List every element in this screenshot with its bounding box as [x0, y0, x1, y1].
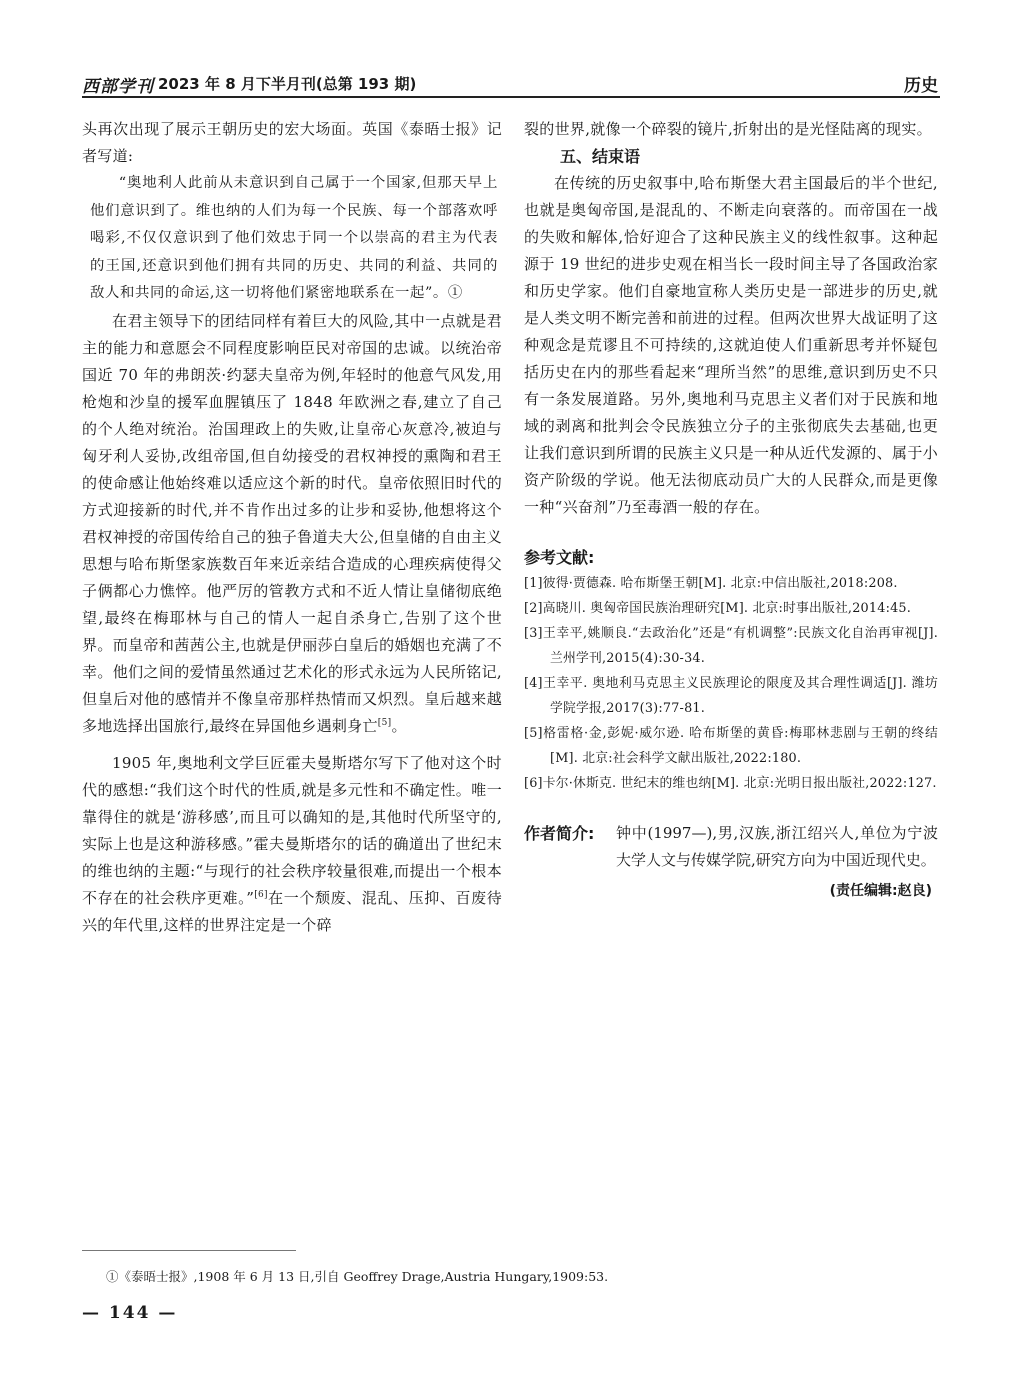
citation[interactable]: [6] [254, 889, 268, 900]
quote-text: “奥地利人此前从未意识到自己属于一个国家,但那天早上他们意识到了。维也纳的人们为每一个民族、每一个部落欢呼喝彩,不仅仅意识到了他们效忠于同一个以崇高的君主为代表的王国,还意识到他们拥有共同的历史、共同的利益、共同的敌人和共同的命运,这一切将他们紧密地联系在一起”。 [90, 175, 498, 301]
section-heading: 五、结束语 [560, 147, 641, 166]
paragraph-text: 在一个颓废、混乱、压抑、百废待兴的年代里,这样的世界注定是一个碎 [82, 888, 502, 934]
paragraph-text: 在君主领导下的团结同样有着巨大的风险,其中一点就是君主的能力和意愿会不同程度影响臣民对帝国的忠诚。以统治帝国近 70 年的弗朗茨·约瑟夫皇帝为例,年轻时的他意气风发,用枪炮和沙皇的援军血腥镇压了 1848 年欧洲之春,建立了自己的个人绝对统治。治国理政上的失败,让皇帝心灰意冷,被迫与匈牙利人妥协,改组帝国,但自幼接受的君权神授的熏陶和君王的使命感让他始终难以适应这个新的时代。皇帝依照旧时代的方式迎接新的时代,并不肯作出过多的让步和妥协,他想将这个君权神授的帝国传给自己的独子鲁道夫大公,但皇储的自由主义思想与哈布斯堡家族数百年来近亲结合造成的心理疾病使得父子俩都心力憔悴。他严厉的管教方式和不近人情让皇储彻底绝望,最终在梅耶林与自己的情人一起自杀身亡,告别了这个世界。而皇帝和茜茜公主,也就是伊丽莎白皇后的婚姻也充满了不幸。他们之间的爱情虽然通过艺术化的形式永远为人民所铭记,但皇后对他的感情并不像皇帝那样热情而又炽烈。皇后越来越多地选择出国旅行,最终在异国他乡遇刺身亡 [82, 311, 502, 735]
reference-item: [6]卡尔·休斯克. 世纪末的维也纳[M]. 北京:光明日报出版社,2022:127. [524, 776, 937, 791]
right-column [524, 116, 938, 904]
reference-list [524, 571, 938, 796]
author-label: 作者简介: [524, 824, 595, 843]
block-quote [90, 170, 498, 308]
footnote: ①《泰晤士报》,1908 年 6 月 13 日,引自 Geoffrey Drage,Austria Hungary,1909:53. [106, 1269, 609, 1284]
citation[interactable]: [5] [377, 717, 392, 728]
paragraph: 头再次出现了展示王朝历史的宏大场面。英国《泰晤士报》记者写道: [82, 120, 502, 165]
references-heading: 参考文献: [524, 548, 595, 567]
paragraph [82, 308, 502, 740]
paragraph-text: 1905 年,奥地利文学巨匠霍夫曼斯塔尔写下了他对这个时代的感想:“我们这个时代的性质,就是多元性和不确定性。唯一靠得住的就是‘游移感’,而且可以确知的是,其他时代所坚守的,实际上也是这种游移感。”霍夫曼斯塔尔的话的确道出了世纪末的维也纳的主题:“与现行的社会秩序较量很难,而提出一个根本不存在的社会秩序更难。” [82, 753, 502, 907]
reference-item: [5]格雷格·金,彭妮·威尔逊. 哈布斯堡的黄昏:梅耶林悲剧与王朝的终结[M]. 北京:社会科学文献出版社,2022:180. [524, 726, 938, 766]
paragraph: 裂的世界,就像一个碎裂的镜片,折射出的是光怪陆离的现实。 [524, 120, 932, 138]
paragraph-end: 。 [391, 716, 407, 735]
author-text: 钟中(1997—),男,汉族,浙江绍兴人,单位为宁波大学人文与传媒学院,研究方向为中国近现代史。 [616, 824, 938, 869]
author-bio [524, 820, 938, 874]
reference-item: [4]王幸平. 奥地利马克思主义民族理论的限度及其合理性调适[J]. 潍坊学院学报,2017(3):77-81. [524, 676, 938, 716]
page-number: — 144 — [82, 1303, 178, 1323]
editor-note: (责任编辑:赵良) [829, 883, 932, 899]
section-name: 历史 [904, 76, 938, 96]
issue-info: 2023 年 8 月下半月刊(总第 193 期) [158, 75, 417, 93]
journal-logo: 西部学刊 [82, 77, 154, 97]
reference-item: [1]彼得·贾德森. 哈布斯堡王朝[M]. 北京:中信出版社,2018:208. [524, 576, 898, 591]
reference-item: [3]王幸平,姚顺良.“去政治化”还是“有机调整”:民族文化自治再审视[J]. 兰州学刊,2015(4):30-34. [524, 626, 938, 666]
paragraph [82, 750, 502, 939]
paragraph: 在传统的历史叙事中,哈布斯堡大君主国最后的半个世纪,也就是奥匈帝国,是混乱的、不断走向衰落的。而帝国在一战的失败和解体,恰好迎合了这种民族主义的线性叙事。这种起源于 19 世纪的进步史观在相当长一段时间主导了各国政治家和历史学家。他们自豪地宣称人类历史是一部进步的历史,就是人类文明不断完善和前进的过程。但两次世界大战证明了这种观念是荒谬且不可持续的,这就迫使人们重新思考并怀疑包括历史在内的那些看起来“理所当然”的思维,意识到历史不只有一条发展道路。另外,奥地利马克思主义者们对于民族和地域的剥离和批判会令民族独立分子的主张彻底失去基础,也更让我们意识到所谓的民族主义只是一种从近代发源的、属于小资产阶级的学说。他无法彻底动员广大的人民群众,而是更像一种“兴奋剂”乃至毒酒一般的存在。 [524, 174, 938, 516]
footnote-marker[interactable]: ① [447, 285, 463, 301]
footnote-divider [82, 1250, 296, 1251]
left-column [82, 116, 502, 939]
reference-item: [2]高晓川. 奥匈帝国民族治理研究[M]. 北京:时事出版社,2014:45. [524, 601, 912, 616]
running-header [82, 70, 940, 98]
